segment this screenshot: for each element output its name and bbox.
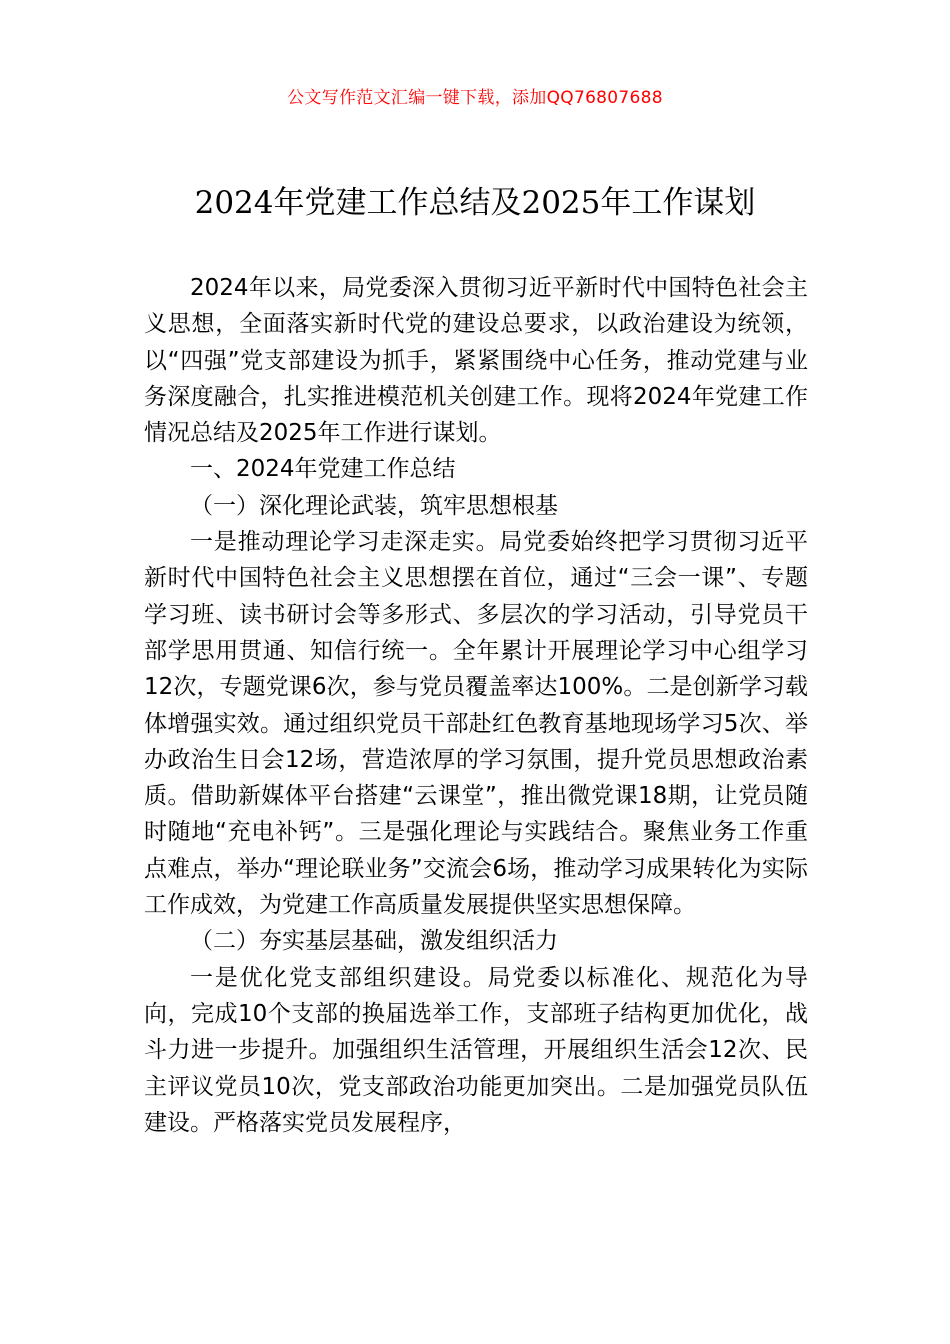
- document-title: 2024年党建工作总结及2025年工作谋划: [194, 185, 756, 221]
- subsection-body-1: 一是推动理论学习走深走实。局党委始终把学习贯彻习近平新时代中国特色社会主义思想摆在首位，通过“三会一课”、专题学习班、读书研讨会等多形式、多层次的学习活动，引导党员干部学思用贯通、知信行统一。全年累计开展理论学习中心组学习12次，专题党课6次，参与党员覆盖率达100%。二是创新学习载体增强实效。通过组织党员干部赴红色教育基地现场学习5次、举办政治生日会12场，营造浓厚的学习氛围，提升党员思想政治素质。借助新媒体平台搭建“云课堂”，推出微党课18期，让党员随时随地“充电补钙”。三是强化理论与实践结合。聚焦业务工作重点难点，举办“理论联业务”交流会6场，推动学习成果转化为实际工作成效，为党建工作高质量发展提供坚实思想保障。: [144, 529, 808, 919]
- intro-paragraph: 2024年以来，局党委深入贯彻习近平新时代中国特色社会主义思想，全面落实新时代党的建设总要求，以政治建设为统领，以“四强”党支部建设为抓手，紧紧围绕中心任务，推动党建与业务深度融合，扎实推进模范机关创建工作。现将2024年党建工作情况总结及2025年工作进行谋划。: [144, 275, 808, 447]
- document-body: [144, 270, 808, 1141]
- subsection-heading-1: （一）深化理论武装，筑牢思想根基: [190, 492, 558, 519]
- subsection-heading-2: （二）夯实基层基础，激发组织活力: [190, 928, 558, 955]
- section-heading: 一、2024年党建工作总结: [190, 456, 456, 483]
- promo-header: 公文写作范文汇编一键下载，添加QQ76807688: [287, 88, 663, 108]
- subsection-body-2: 一是优化党支部组织建设。局党委以标准化、规范化为导向，完成10个支部的换届选举工作，支部班子结构更加优化，战斗力进一步提升。加强组织生活管理，开展组织生活会12次、民主评议党员10次，党支部政治功能更加突出。二是加强党员队伍建设。严格落实党员发展程序，: [144, 964, 808, 1136]
